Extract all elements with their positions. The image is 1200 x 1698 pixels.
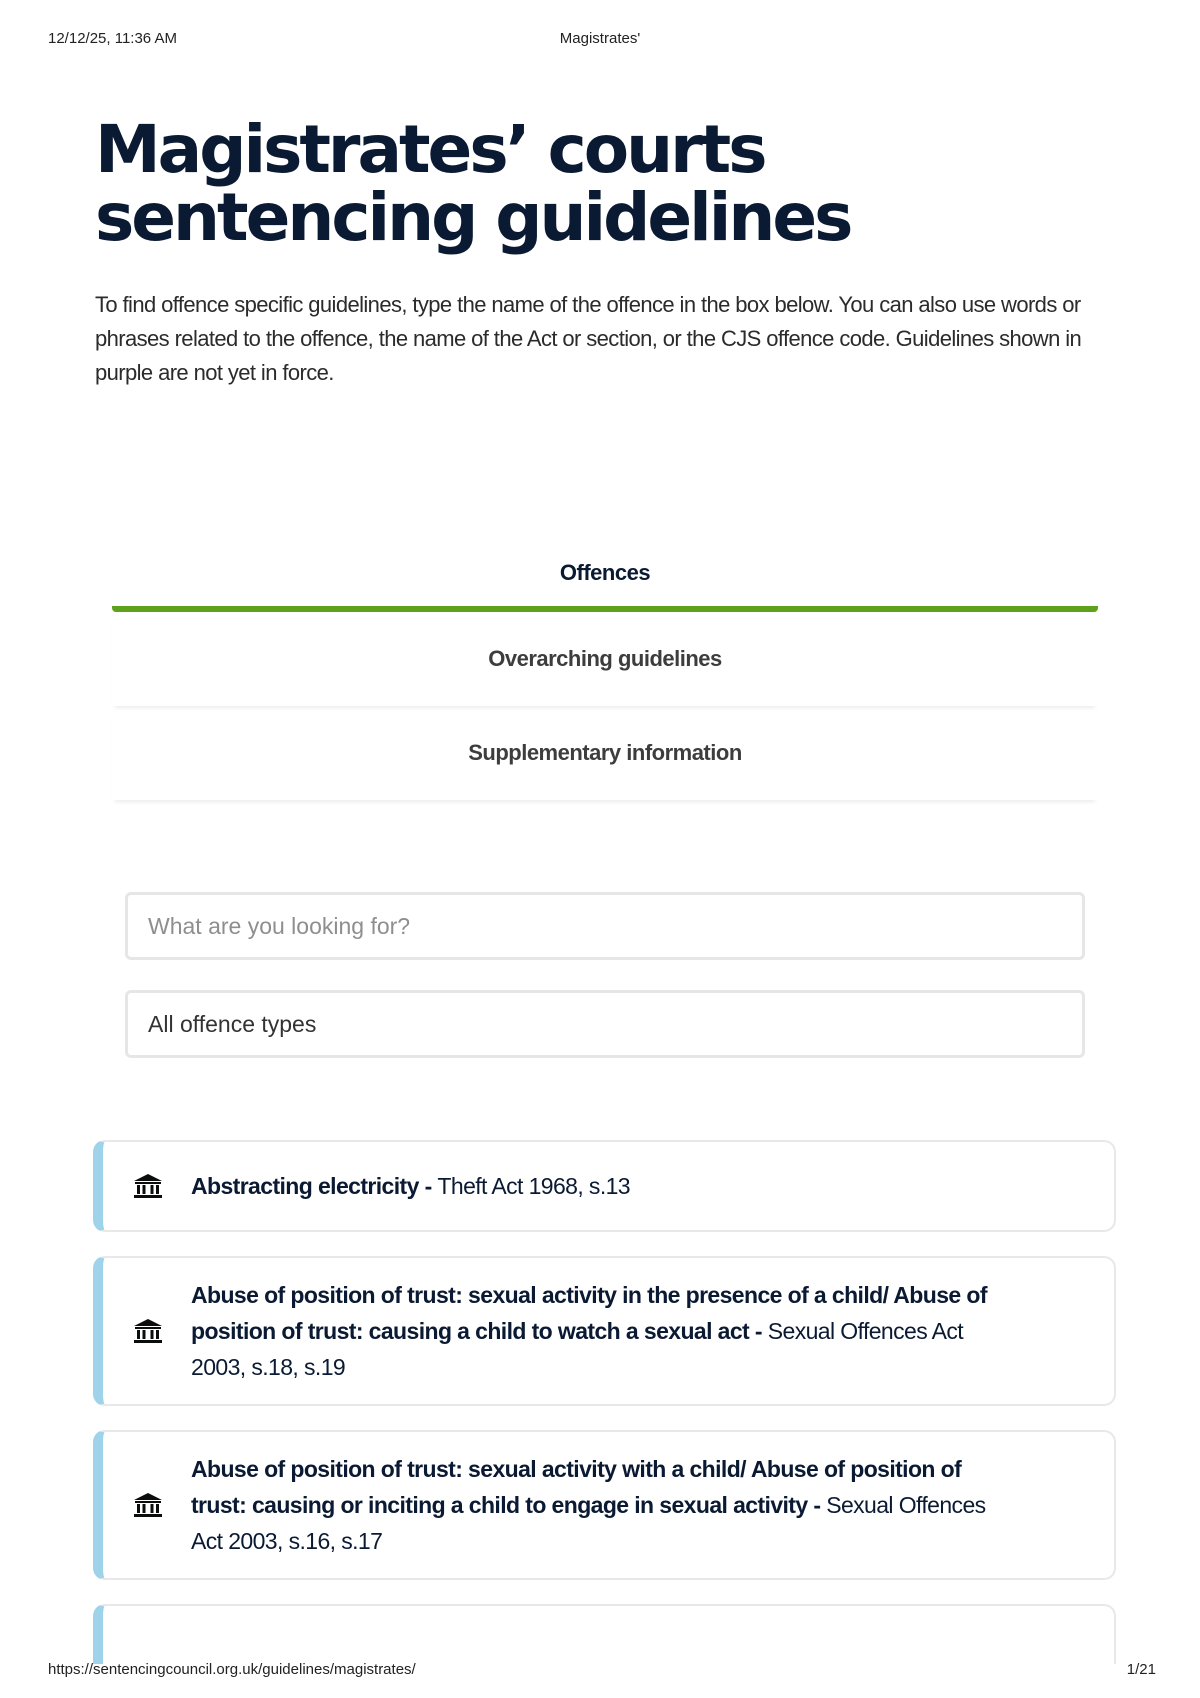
result-act: Sexual Offences Act 2003, s.18, s.19 (191, 1318, 964, 1380)
results-list (93, 1140, 1116, 1688)
result-title: Abstracting electricity - (191, 1173, 438, 1199)
print-footer (0, 1661, 1200, 1681)
result-act: Sexual Offences Act 2003, s.16, s.17 (191, 1492, 986, 1554)
result-text (191, 1249, 1031, 1413)
search-input[interactable] (128, 895, 1082, 957)
court-building-icon (133, 1492, 163, 1518)
search-box (125, 892, 1085, 960)
tab-supplementary-information[interactable]: Supplementary information (112, 706, 1098, 800)
list-item[interactable] (93, 1256, 1116, 1406)
intro-text: To find offence specific guidelines, type the name of the offence in the box below. You can also use words or phrases related to the offence, the name of the Act or section, or the CJS offence code. Guidelines shown in purple are not yet in force. (95, 292, 1082, 385)
tab-offences[interactable]: Offences (112, 540, 1098, 612)
result-title: Abuse of position of trust: sexual activity in the presence of a child/ Abuse of position of trust: causing a child to watch a sexual act - (191, 1282, 987, 1344)
result-act: Theft Act 1968, s.13 (437, 1173, 630, 1199)
court-building-icon (133, 1173, 163, 1199)
print-page-title: Magistrates' (559, 30, 641, 47)
result-text (191, 1140, 1031, 1232)
print-url: https://sentencingcouncil.org.uk/guidelines/magistrates/ (48, 1661, 416, 1678)
result-text (191, 1423, 1031, 1587)
list-item[interactable] (93, 1430, 1116, 1580)
list-item-partial[interactable] (93, 1604, 1116, 1664)
offence-type-selected: All offence types (148, 1010, 317, 1037)
court-building-icon (133, 1318, 163, 1344)
print-datetime: 12/12/25, 11:36 AM (48, 30, 177, 47)
print-header (0, 30, 1200, 50)
result-title: Abuse of position of trust: sexual activity with a child/ Abuse of position of trust: causing or inciting a child to engage in sexual activity - (191, 1456, 962, 1518)
guideline-tabs (112, 540, 1098, 800)
tab-overarching-guidelines[interactable]: Overarching guidelines (112, 612, 1098, 706)
print-page-number: 1/21 (1126, 1661, 1156, 1678)
main-content (95, 111, 1105, 390)
list-item[interactable] (93, 1140, 1116, 1232)
offence-type-select[interactable] (125, 990, 1085, 1058)
page-title: Magistrates’ courts sentencing guidelines (95, 111, 851, 256)
